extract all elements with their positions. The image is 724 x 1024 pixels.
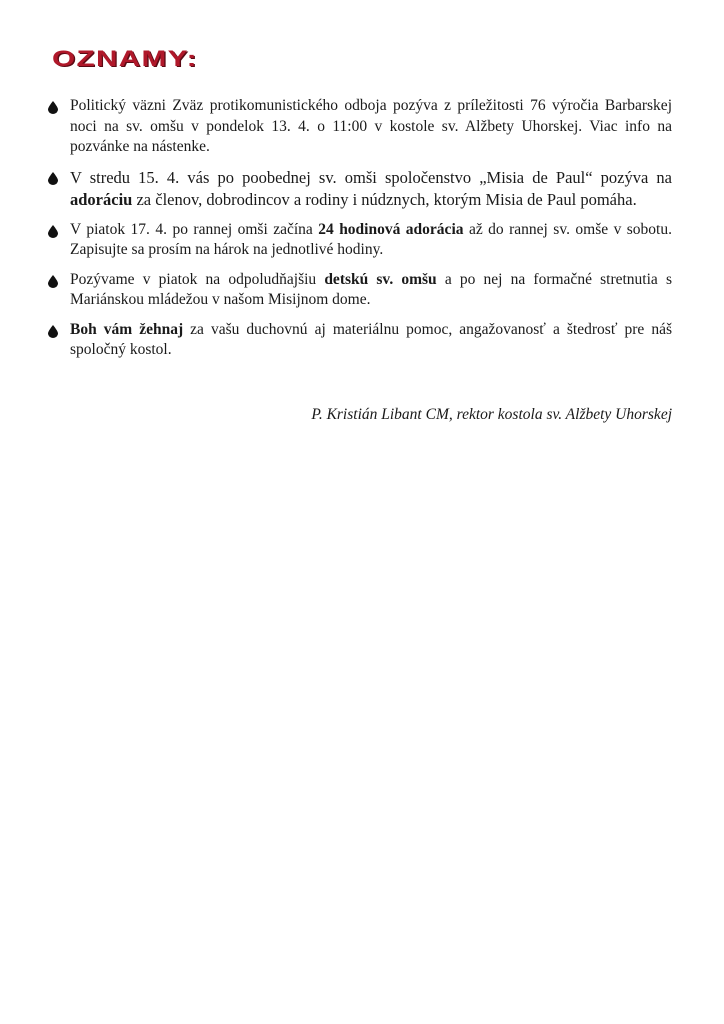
notice-text-part: až do rannej sv. omše v sobotu. Zapisujte sa prosím na hárok na jednotlivé hodiny. (70, 220, 672, 258)
signature: P. Kristián Libant CM, rektor kostola sv. Alžbety Uhorskej (311, 406, 672, 423)
droplet-icon (48, 320, 70, 338)
notice-text (70, 167, 672, 211)
notice-text-part: Politický väzni Zväz protikomunistického odboja pozýva z príležitosti 76 výročia Barbarskej noci na sv. omšu v pondelok 13. 4. o 11:00 v kostole sv. Alžbety Uhorskej. Viac info na pozvánke na nástenke. (70, 97, 672, 155)
notice-text-part: za vašu duchovnú aj materiálnu pomoc, angažovanosť a štedrosť pre náš spoločný kostol. (70, 320, 672, 358)
notice-highlight: Boh vám žehnaj (70, 320, 184, 338)
page-title: OZNAMY: (52, 46, 198, 71)
droplet-icon (48, 270, 70, 288)
notice-text (70, 96, 672, 158)
notice-item (48, 96, 672, 158)
notice-item (48, 167, 672, 211)
notice-text-part: V stredu 15. 4. vás po poobednej sv. omši spoločenstvo „Misia de Paul“ pozýva na (70, 167, 672, 187)
notice-highlight: adoráciu (70, 189, 133, 209)
droplet-icon (48, 96, 70, 114)
notice-text-part: a po nej na formačné stretnutia s Mariánskou mládežou v našom Misijnom dome. (70, 270, 672, 308)
notice-text-part: Pozývame v piatok na odpoludňajšiu (70, 270, 325, 288)
notice-list (48, 96, 672, 370)
notice-highlight: 24 hodinová adorácia (318, 220, 464, 238)
notice-text-part: V piatok 17. 4. po rannej omši začína (70, 220, 319, 238)
notice-text (70, 320, 672, 361)
notice-text-part: za členov, dobrodincov a rodiny i núdznych, ktorým Misia de Paul pomáha. (132, 189, 637, 209)
droplet-icon (48, 220, 70, 238)
notice-item (48, 320, 672, 361)
notice-text (70, 270, 672, 311)
notice-item (48, 270, 672, 311)
notice-highlight: detskú sv. omšu (324, 270, 437, 288)
notice-item (48, 220, 672, 261)
notice-text (70, 220, 672, 261)
droplet-icon (48, 167, 70, 185)
